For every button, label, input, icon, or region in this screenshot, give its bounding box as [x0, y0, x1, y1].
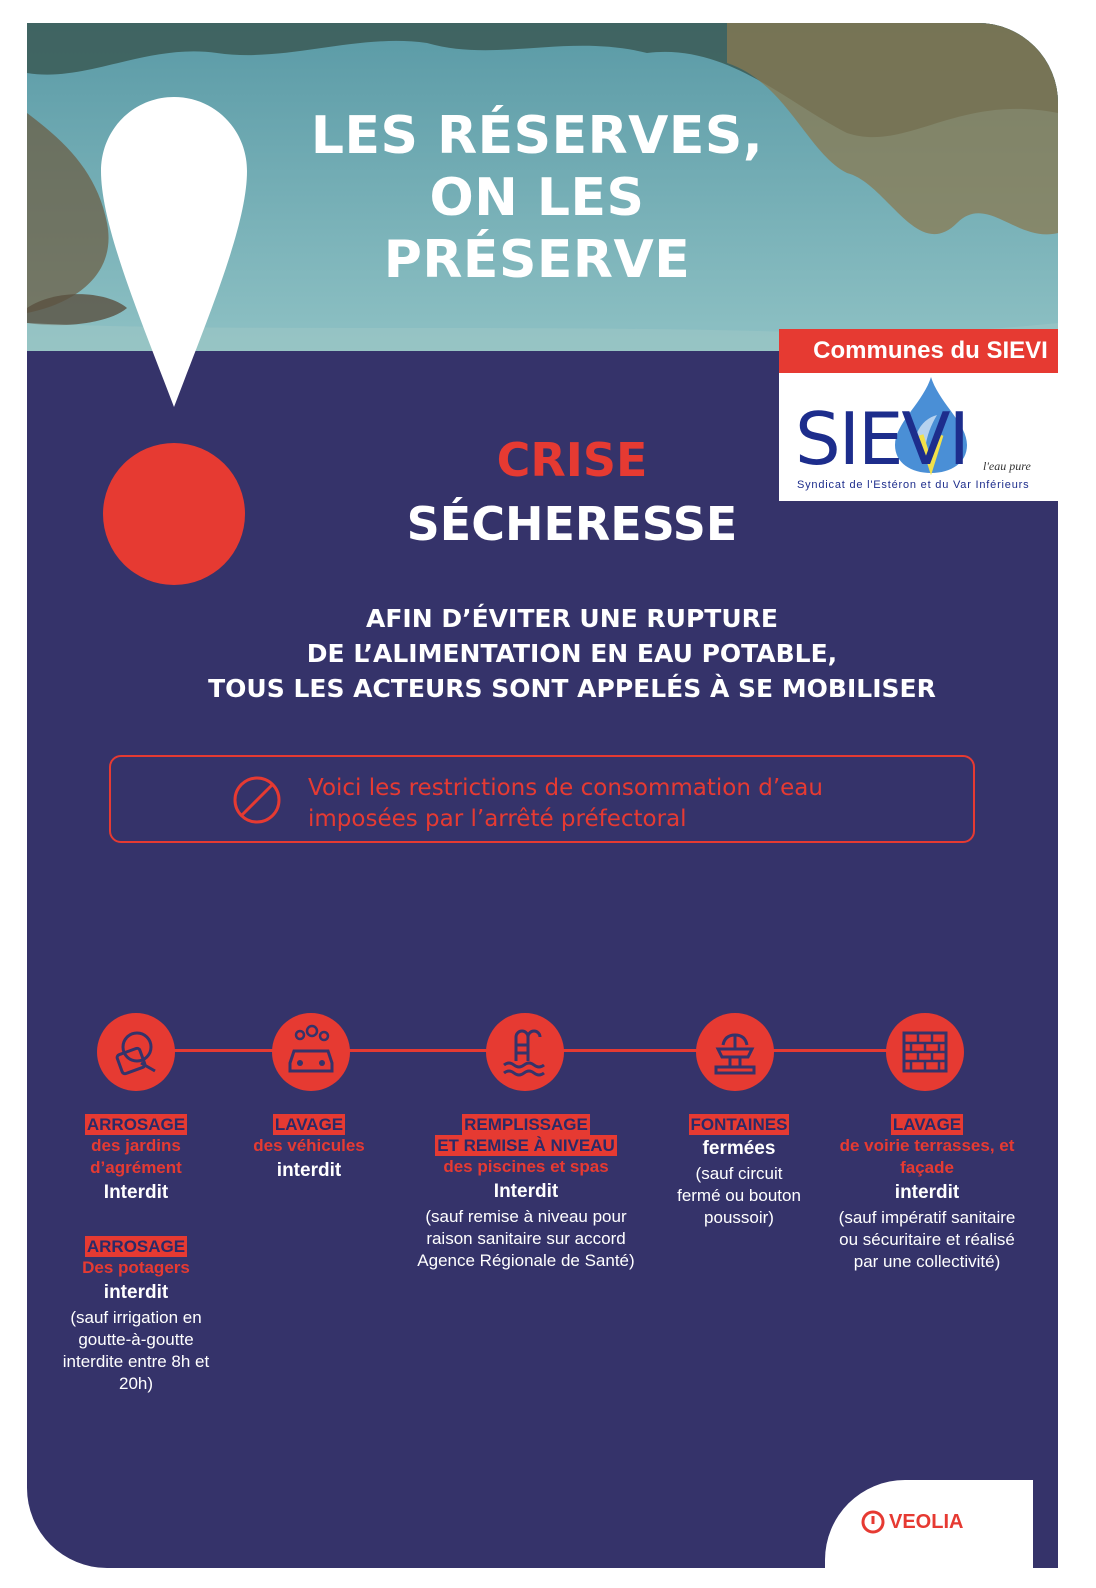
veolia-logo — [861, 1510, 963, 1534]
veolia-logo-icon — [861, 1510, 885, 1534]
restriction-label: ARROSAGE — [86, 1237, 186, 1256]
restriction-detail: façade — [900, 1158, 954, 1177]
watering-can-icon — [97, 1013, 175, 1091]
restriction-note: par une collectivité) — [853, 1252, 1001, 1271]
restriction-piscines — [396, 1114, 656, 1272]
restriction-label: FONTAINES — [690, 1115, 788, 1134]
restriction-note: goutte-à-goutte — [78, 1330, 194, 1349]
sievi-subtitle: Syndicat de l'Estéron et du Var Inférieurs — [797, 479, 1030, 491]
restriction-note: (sauf remise à niveau pour — [425, 1207, 627, 1226]
red-dot — [103, 443, 245, 585]
hero-title-line: ON LES — [429, 168, 645, 228]
sievi-logo-word: SIEVI — [795, 397, 968, 481]
sievi-tagline: l'eau pure — [983, 459, 1031, 473]
restriction-detail: des piscines et spas — [443, 1157, 609, 1176]
restriction-label: LAVAGE — [274, 1115, 344, 1134]
sievi-logo — [779, 373, 1058, 501]
heading-crise: CRISE — [496, 433, 648, 487]
restriction-status: Interdit — [493, 1181, 559, 1202]
restriction-status: interdit — [103, 1282, 169, 1303]
sievi-header: Communes du SIEVI — [779, 329, 1058, 373]
restriction-note: (sauf circuit — [695, 1164, 783, 1183]
hero-title — [257, 105, 817, 291]
restriction-note: poussoir) — [704, 1208, 774, 1227]
restriction-note: (sauf impératif sanitaire — [838, 1208, 1016, 1227]
restriction-note: interdite entre 8h et — [62, 1352, 210, 1371]
restriction-note: raison sanitaire sur accord — [426, 1229, 626, 1248]
restriction-status: fermées — [702, 1138, 776, 1159]
restriction-note: Agence Régionale de Santé) — [417, 1251, 635, 1270]
restriction-notice — [109, 755, 975, 843]
intro-line: TOUS LES ACTEURS SONT APPELÉS À SE MOBILISER — [208, 674, 936, 703]
restriction-detail: Des potagers — [82, 1258, 190, 1277]
restriction-status: interdit — [894, 1182, 960, 1203]
notice-line: imposées par l’arrêté préfectoral — [308, 806, 687, 832]
restriction-status: Interdit — [103, 1182, 169, 1203]
restriction-detail: des jardins — [91, 1136, 181, 1155]
prohibited-icon — [231, 774, 283, 826]
brick-wall-icon — [886, 1013, 964, 1091]
intro-line: DE L’ALIMENTATION EN EAU POTABLE, — [306, 639, 838, 668]
restriction-label: ET REMISE À NIVEAU — [437, 1136, 615, 1155]
hero-title-line: PRÉSERVE — [383, 230, 691, 290]
car-wash-icon — [272, 1013, 350, 1091]
restriction-lavage-vehicules — [199, 1114, 419, 1185]
restriction-note: 20h) — [118, 1374, 154, 1393]
pool-icon — [486, 1013, 564, 1091]
notice-text — [308, 773, 823, 835]
restriction-lavage-voirie — [812, 1114, 1042, 1273]
restriction-label: LAVAGE — [892, 1115, 962, 1134]
restriction-note: (sauf irrigation en — [70, 1308, 202, 1327]
notice-line: Voici les restrictions de consommation d’eau — [308, 775, 823, 801]
restriction-note: ou sécuritaire et réalisé — [839, 1230, 1015, 1249]
pin-shape — [99, 95, 249, 415]
restriction-label: REMPLISSAGE — [464, 1115, 588, 1134]
intro-line: AFIN D’ÉVITER UNE RUPTURE — [366, 604, 778, 633]
intro-text — [127, 601, 1017, 706]
restriction-detail: d’agrément — [90, 1158, 182, 1177]
heading-secheresse: SÉCHERESSE — [406, 497, 738, 551]
restriction-label: ARROSAGE — [86, 1115, 186, 1134]
restriction-status: interdit — [276, 1160, 342, 1181]
restriction-detail: de voirie terrasses, et — [839, 1136, 1015, 1155]
restriction-detail: des véhicules — [253, 1136, 365, 1155]
fountain-icon — [696, 1013, 774, 1091]
restriction-note: fermé ou bouton — [677, 1186, 801, 1205]
restriction-arrosage-potagers — [26, 1236, 246, 1395]
hero-title-line: LES RÉSERVES, — [310, 106, 764, 166]
veolia-brand: VEOLIA — [889, 1510, 964, 1533]
